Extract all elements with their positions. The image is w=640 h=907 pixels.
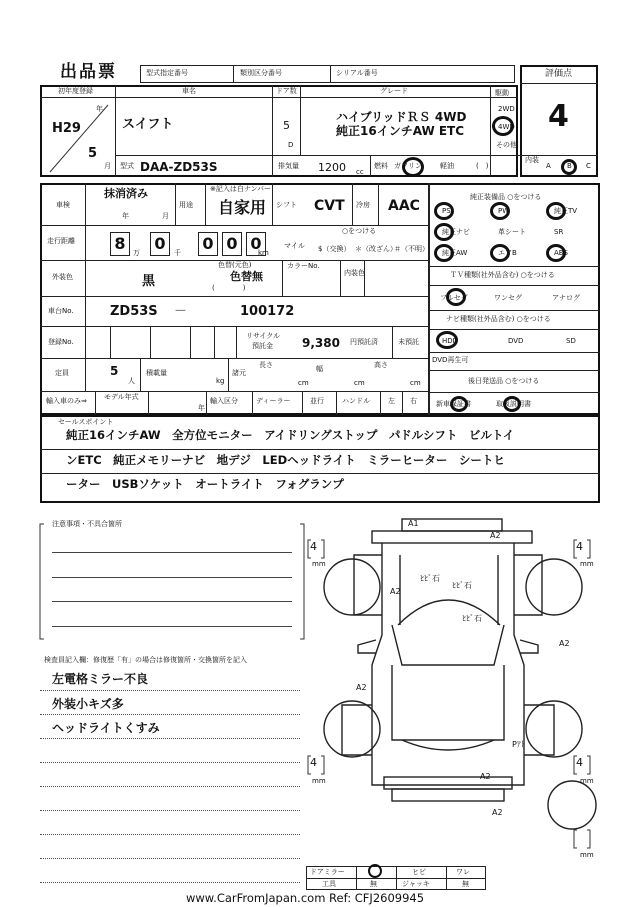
sales-line-1: 純正16インチAW 全方位モニター アイドリングストップ パドルシフト ビルトイ [66, 428, 515, 442]
first-reg-year-unit: 年 [96, 105, 103, 113]
tire-rl-depth: 4 [310, 756, 317, 769]
header-cert-row [140, 65, 515, 83]
drive-label: 駆動 [495, 89, 509, 97]
import-handle: ハンドル [342, 397, 370, 405]
color-change-value: 色替無 [230, 270, 263, 283]
first-reg-month: 5 [88, 146, 98, 161]
tire-spare-mm: mm [580, 851, 594, 859]
drive-4wd: 4WD [498, 123, 515, 131]
shift-value: CVT [314, 198, 345, 214]
score-value: 4 [548, 99, 569, 134]
damage-mark: A2 [390, 587, 401, 596]
equipment-circle [490, 202, 510, 220]
navi-item: SD [566, 337, 576, 345]
equipment-item: 純正ナビ [442, 228, 470, 236]
inspector-line [40, 762, 300, 763]
serial-number-label: シリアル番号 [336, 69, 378, 77]
drive-2wd: 2WD [498, 105, 515, 113]
legend-jack-value: 無 [462, 880, 469, 888]
chassis-prefix: ZD53S [110, 304, 158, 319]
class-number-label: 類別区分番号 [240, 69, 282, 77]
watermark-text: www.CarFromJapan.com Ref: CFJ2609945 [186, 891, 425, 905]
model-value: DAA-ZD53S [140, 160, 218, 174]
legend-tools-value: 無 [370, 880, 377, 888]
tire-rl-mm: mm [312, 777, 326, 785]
inspector-line-1: 左電格ミラー不良 [52, 672, 149, 686]
sales-label: セールスポイント [58, 418, 114, 426]
dims-width-cm: cm [354, 379, 365, 387]
displacement-label: 排気量 [278, 162, 299, 170]
damage-mark: A2 [356, 683, 367, 692]
mileage-digit: 0 [246, 232, 266, 256]
doors-unit: D [288, 141, 294, 149]
damage-mark: ﾋﾋﾞ石 [420, 574, 440, 583]
mileage-digit: 0 [150, 232, 170, 256]
first-reg-month-unit: 月 [104, 162, 111, 170]
equipment-circle [546, 244, 566, 262]
color-value: 黒 [142, 274, 156, 289]
interior-c: C [586, 162, 591, 170]
inspector-line-3: ヘッドライトくすみ [52, 721, 160, 735]
mileage-opt1: $（交換） [318, 245, 351, 253]
legend-crack: ヒビ [412, 868, 426, 876]
interior-label: 内装 [525, 156, 539, 164]
damage-mark: ﾋﾋﾞ石 [452, 581, 472, 590]
tire-fl-depth: 4 [310, 540, 317, 553]
drive-4wd-circle [492, 116, 514, 136]
import-year: 年 [198, 404, 205, 412]
mileage-digit: 0 [222, 232, 242, 256]
damage-mark: ﾋﾋﾞ石 [462, 614, 482, 623]
equipment-circle [490, 244, 510, 262]
recycle-unpaid: 未預託 [398, 338, 419, 346]
equipment-title: 純正装備品 ○をつける [470, 193, 542, 201]
notes-label: 注意事項・不具合箇所 [52, 520, 122, 528]
equipment-item: 革シート [498, 228, 526, 236]
inspection-month: 月 [162, 212, 169, 220]
dims-height: 高さ [374, 361, 388, 369]
legend-jack: ジャッキ [402, 880, 430, 888]
import-left: 左 [388, 397, 395, 405]
equipment-item: 純正TV [554, 207, 578, 215]
inspector-line [40, 690, 300, 691]
mileage-digit: 8 [110, 232, 130, 256]
first-reg-label: 初年度登録 [58, 87, 93, 95]
damage-mark: A1 [408, 519, 419, 528]
sales-line-3: ーター USBソケット オートライト フォグランプ [66, 477, 344, 491]
aircon-label: 冷房 [356, 201, 370, 209]
inspection-value: 抹消済み [104, 187, 148, 200]
page-title: 出品票 [60, 62, 117, 82]
chassis-label: 車台No. [48, 307, 74, 315]
load-unit: kg [216, 377, 225, 385]
color-change-label: 色替(元色) [218, 261, 252, 269]
legend-mirror-circle [368, 864, 382, 878]
equipment-item: 純正AW [442, 249, 468, 257]
interior-b-circle [561, 159, 577, 175]
inspector-line [40, 738, 300, 739]
mile-label: マイル [284, 242, 305, 250]
damage-mark: A2 [492, 808, 503, 817]
chassis-dash: － [174, 304, 188, 319]
aircon-value: AAC [388, 198, 420, 214]
interior-a: A [546, 162, 551, 170]
tv-item: フルセグ [440, 294, 468, 302]
tv-fullseg-circle [446, 288, 466, 306]
recycle-label1: リサイクル [246, 332, 281, 340]
tire-rr-mm: mm [580, 777, 594, 785]
registration-label: 登録No. [48, 338, 74, 346]
fuel-gasoline-circle [402, 157, 424, 177]
load-label: 積載量 [146, 369, 167, 377]
inspector-line-2: 外装小キズ多 [52, 697, 124, 711]
displacement-unit: cc [356, 168, 364, 176]
color-change-paren: ( ) [212, 284, 246, 292]
equipment-item: PS [442, 207, 451, 215]
type-cert-label: 型式指定番号 [146, 69, 188, 77]
mileage-opt3: ＃（不明） [394, 245, 429, 253]
equipment-item: エアB [498, 249, 517, 257]
import-dealer: ディーラー [256, 397, 291, 405]
inspection-year: 年 [122, 212, 129, 220]
equipment-item: PW [498, 207, 510, 215]
damage-mark: A2 [480, 772, 491, 781]
chassis-number: 100172 [240, 304, 295, 319]
mileage-man: 万 [133, 249, 140, 257]
damage-mark: Pｱﾄ [512, 740, 525, 749]
import-model-year: モデル年式 [104, 393, 139, 401]
equipment-item: SR [554, 228, 564, 236]
tv-title: ＴＶ種類(社外品含む) ○をつける [450, 271, 555, 279]
fuel-light: 軽油 [440, 162, 454, 170]
inspector-line [40, 834, 300, 835]
dims-height-cm: cm [410, 379, 421, 387]
tire-fr-mm: mm [580, 560, 594, 568]
mileage-circle-note: ○をつける [342, 227, 377, 235]
inspector-line [40, 810, 300, 811]
fuel-paren: ( ) [476, 162, 489, 170]
tire-rr-depth: 4 [576, 756, 583, 769]
color-label: 外装色 [52, 273, 73, 281]
damage-mark: A2 [490, 531, 501, 540]
later-warranty-circle [450, 396, 468, 412]
usage-note: ※記入は白ナンバー [210, 185, 272, 193]
color-no-label: カラーNo. [287, 262, 320, 270]
recycle-label2: 預託金 [252, 342, 273, 350]
equipment-circle [546, 202, 566, 220]
inspector-line [40, 858, 300, 859]
model-label: 型式 [120, 162, 134, 170]
capacity-unit: 人 [128, 377, 135, 385]
capacity-label: 定員 [55, 369, 69, 377]
import-right: 右 [410, 397, 417, 405]
legend-tools: 工具 [322, 880, 336, 888]
legend-door-mirror: ドアミラー [310, 868, 345, 876]
later-manual-circle [503, 396, 521, 412]
recycle-unit: 円預託済 [350, 338, 378, 346]
later-title: 後日発送品 ○をつける [468, 377, 540, 385]
grade-line2: 純正16インチAW ETC [336, 124, 465, 138]
drive-other: その他 [496, 141, 517, 149]
mileage-km: km [258, 249, 269, 257]
fuel-label: 燃料 [374, 162, 388, 170]
inspector-label: 検査員記入欄：修復歴「有」の場合は修復箇所・交換箇所を記入 [44, 656, 247, 664]
dims-width: 幅 [316, 365, 323, 373]
tv-item: ワンセグ [494, 294, 522, 302]
displacement-value: 1200 [318, 161, 346, 174]
navi-item: HDD [442, 337, 459, 345]
sales-line-2: ンETC 純正メモリーナビ 地デジ LEDヘッドライト ミラーヒーター シートヒ [66, 453, 505, 467]
inspector-line [40, 714, 300, 715]
tv-item: アナログ [552, 294, 580, 302]
dims-length: 長さ [259, 361, 273, 369]
legend-break: ワレ [456, 868, 470, 876]
navi-hdd-circle [436, 331, 458, 349]
grade-label: グレード [380, 87, 408, 95]
grade-line1: ハイブリッドＲＳ 4WD [336, 110, 467, 124]
equipment-item: ABS [554, 249, 568, 257]
import-class-label: 輸入区分 [210, 397, 238, 405]
equipment-circle [434, 202, 454, 220]
fuel-value: ガソリン [394, 162, 422, 170]
shift-label: シフト [276, 201, 297, 209]
interior-b: B [567, 162, 572, 170]
equipment-circle [434, 223, 454, 241]
usage-value: 自家用 [218, 198, 267, 217]
doors-value: 5 [283, 119, 290, 132]
import-label: 輸入車のみ⇒ [46, 397, 87, 405]
car-name-value: スイフト [122, 117, 174, 132]
car-name-label: 車名 [182, 87, 196, 95]
usage-label: 用途 [179, 201, 193, 209]
interior-color-label: 内装色 [344, 269, 365, 277]
recycle-value: 9,380 [302, 336, 340, 350]
capacity-value: 5 [110, 364, 119, 378]
later-item: 新車保証書 [436, 400, 471, 408]
inspector-line [40, 786, 300, 787]
tire-fl-mm: mm [312, 560, 326, 568]
dvd-playback: DVD再生可 [432, 356, 469, 364]
dims-length-cm: cm [298, 379, 309, 387]
doors-label: ドア数 [276, 87, 297, 95]
navi-title: ナビ種類(社外品含む) ○をつける [446, 315, 551, 323]
mileage-sen: 千 [174, 249, 181, 257]
inspector-line [40, 882, 300, 883]
equipment-circle [434, 244, 454, 262]
notes-frame [38, 514, 308, 644]
inspection-label: 車検 [56, 201, 70, 209]
navi-item: DVD [508, 337, 524, 345]
dims-label: 諸元 [232, 369, 246, 377]
mileage-label: 走行距離 [47, 237, 75, 245]
damage-mark: A2 [559, 639, 570, 648]
mileage-digit: 0 [198, 232, 218, 256]
first-reg-year: H29 [52, 121, 81, 136]
import-parallel: 並行 [310, 397, 324, 405]
tire-fr-depth: 4 [576, 540, 583, 553]
score-label: 評価点 [545, 69, 573, 79]
later-item: 取扱説明書 [496, 400, 531, 408]
mileage-opt2: ＊（改ざん） [355, 245, 397, 253]
